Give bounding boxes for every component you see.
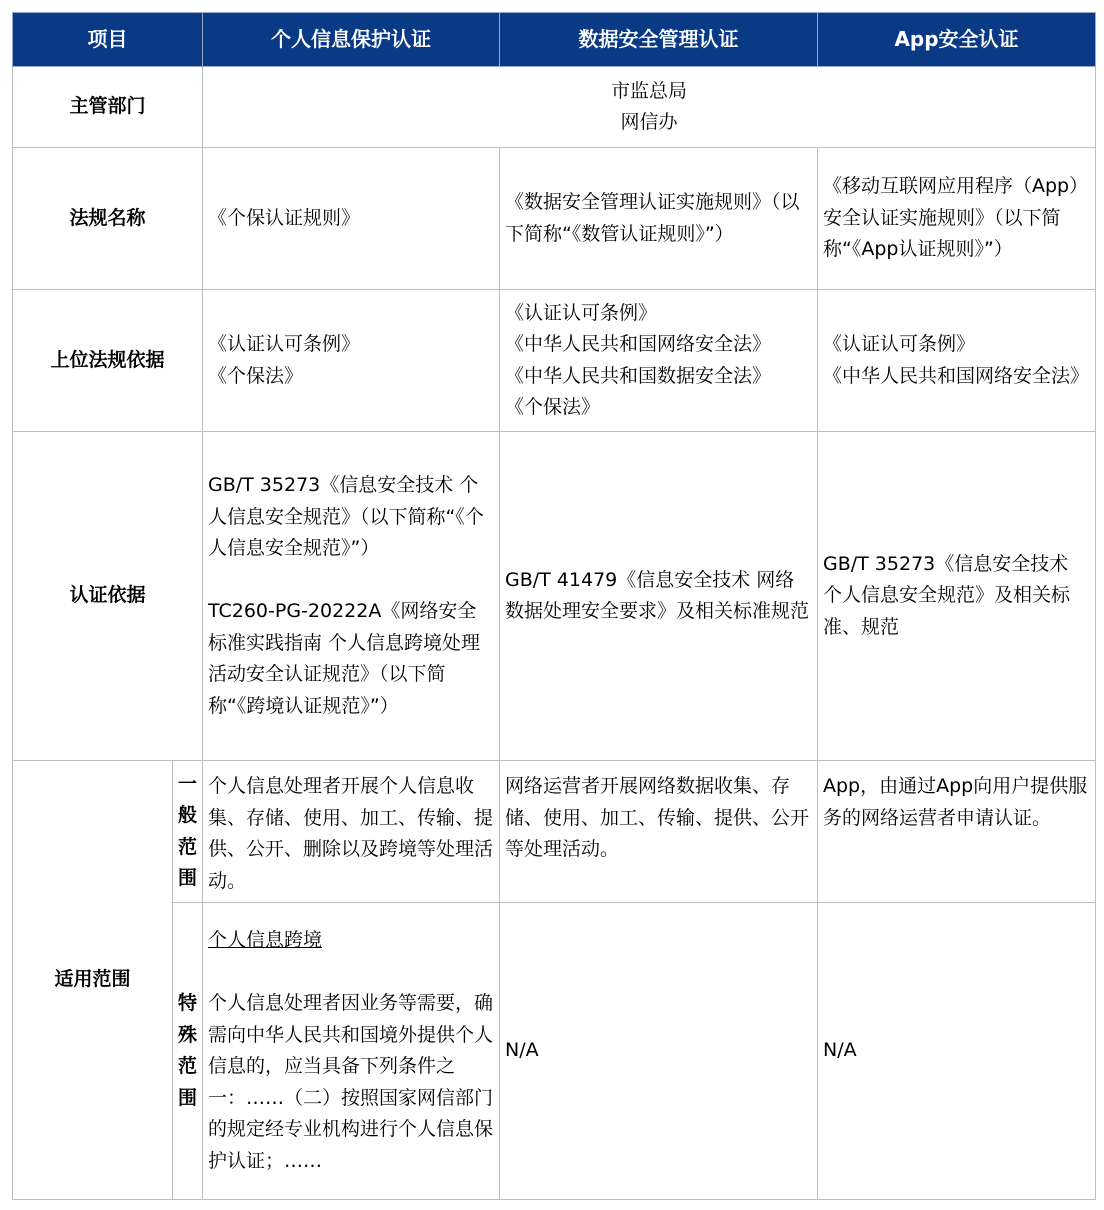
basis-personal-standard-2: TC260-PG-20222A《网络安全标准实践指南 个人信息跨境处理活动安全认证规范》（以下简称“《跨境认证规范》”）: [208, 600, 481, 717]
upper-law-app: 《认证认可条例》 《中华人民共和国网络安全法》: [818, 290, 1096, 432]
row-scope-general: [13, 761, 1096, 903]
scope-special-data: N/A: [500, 903, 818, 1200]
scope-general-personal: 个人信息处理者开展个人信息收集、存储、使用、加工、传输、提供、公开、删除以及跨境等处理活动。: [203, 761, 500, 903]
header-app-security-cert: App安全认证: [818, 13, 1096, 67]
scope-special-app: N/A: [818, 903, 1096, 1200]
header-data-security-cert: 数据安全管理认证: [500, 13, 818, 67]
authority-label: 主管部门: [13, 67, 203, 148]
row-scope-special: [13, 903, 1096, 1200]
authority-value: [203, 67, 1096, 148]
scope-special-personal-body: 个人信息处理者因业务等需要，确需向中华人民共和国境外提供个人信息的，应当具备下列条件之一：……（二）按照国家网信部门的规定经专业机构进行个人信息保护认证；……: [208, 992, 494, 1172]
scope-general-data: 网络运营者开展网络数据收集、存储、使用、加工、传输、提供、公开等处理活动。: [500, 761, 818, 903]
row-upper-law: [13, 290, 1096, 432]
regulation-app: 《移动互联网应用程序（App）安全认证实施规则》（以下简称“《App认证规则》”）: [818, 148, 1096, 290]
scope-label: 适用范围: [13, 761, 173, 1200]
regulation-personal: 《个保认证规则》: [203, 148, 500, 290]
scope-special-personal-title: 个人信息跨境: [208, 929, 323, 951]
basis-app: GB/T 35273《信息安全技术 个人信息安全规范》及相关标准、规范: [818, 432, 1096, 761]
regulation-data: 《数据安全管理认证实施规则》（以下简称“《数管认证规则》”）: [500, 148, 818, 290]
scope-general-app: App，由通过App向用户提供服务的网络运营者申请认证。: [818, 761, 1096, 903]
header-item: 项目: [13, 13, 203, 67]
basis-data: GB/T 41479《信息安全技术 网络数据处理安全要求》及相关标准规范: [500, 432, 818, 761]
basis-personal-standard-1: GB/T 35273《信息安全技术 个人信息安全规范》（以下简称“《个人信息安全规范》”）: [208, 474, 484, 559]
authority-value-line1: 市监总局: [610, 79, 687, 102]
header-personal-info-cert: 个人信息保护认证: [203, 13, 500, 67]
row-authority: [13, 67, 1096, 148]
header-row: [13, 13, 1096, 67]
authority-value-line2: 网信办: [620, 111, 678, 133]
upper-law-personal: 《认证认可条例》 《个保法》: [203, 290, 500, 432]
regulation-label: 法规名称: [13, 148, 203, 290]
basis-personal: [203, 432, 500, 761]
scope-special-label: 特殊范围: [173, 903, 203, 1200]
comparison-table: [12, 12, 1096, 1200]
row-basis: [13, 432, 1096, 761]
upper-law-label: 上位法规依据: [13, 290, 203, 432]
scope-special-personal: [203, 903, 500, 1200]
basis-label: 认证依据: [13, 432, 203, 761]
row-regulation: [13, 148, 1096, 290]
upper-law-data: 《认证认可条例》 《中华人民共和国网络安全法》 《中华人民共和国数据安全法》 《个保法》: [500, 290, 818, 432]
scope-general-label: 一般范围: [173, 761, 203, 903]
